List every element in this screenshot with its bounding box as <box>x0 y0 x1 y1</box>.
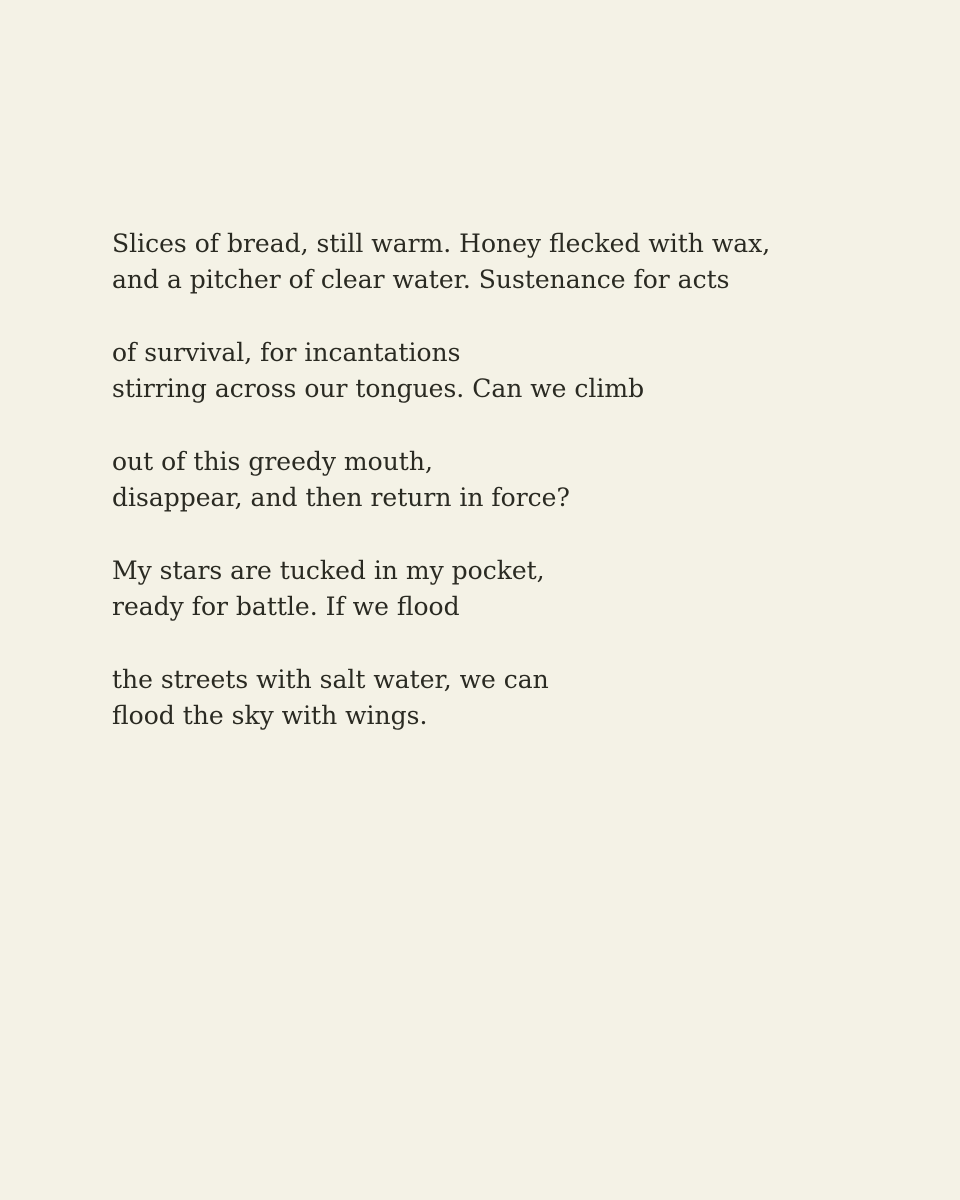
poem-line: My stars are tucked in my pocket, <box>112 556 545 585</box>
poem-line: disappear, and then return in force? <box>112 483 570 512</box>
poem-line: and a pitcher of clear water. Sustenance for acts <box>112 265 730 294</box>
poem-line: flood the sky with wings. <box>112 701 428 730</box>
stanza-3 <box>112 444 892 516</box>
poem-line: stirring across our tongues. Can we climb <box>112 374 645 403</box>
stanza-5 <box>112 662 892 734</box>
poem-line: out of this greedy mouth, <box>112 447 433 476</box>
poem <box>112 226 892 771</box>
stanza-1 <box>112 226 892 298</box>
poem-line: Slices of bread, still warm. Honey flecked with wax, <box>112 229 771 258</box>
poem-line: of survival, for incantations <box>112 338 461 367</box>
stanza-4 <box>112 553 892 625</box>
stanza-2 <box>112 335 892 407</box>
poem-line: the streets with salt water, we can <box>112 665 549 694</box>
poem-line: ready for battle. If we flood <box>112 592 460 621</box>
